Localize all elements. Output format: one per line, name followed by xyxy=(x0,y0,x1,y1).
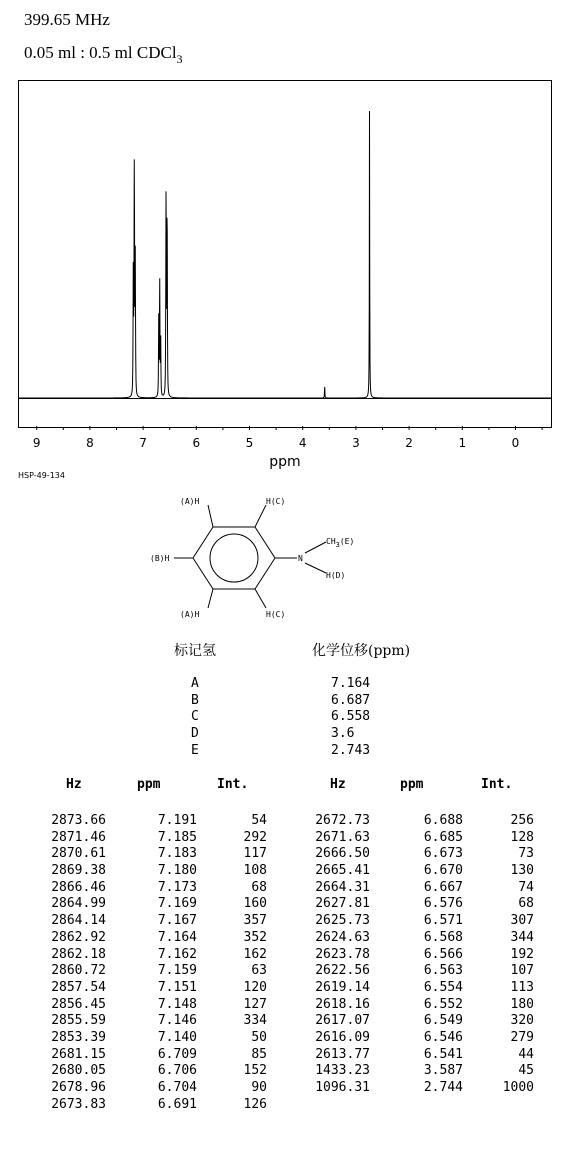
peak-cell-int: 74 xyxy=(518,879,534,895)
assignment-table xyxy=(0,676,570,759)
peak-row xyxy=(0,1063,570,1080)
assignment-header-shift: 化学位移(ppm) xyxy=(312,643,411,659)
peak-cell-hz: 2873.66 xyxy=(51,813,106,828)
assignment-row xyxy=(0,726,570,743)
peak-cell-hz: 2672.73 xyxy=(315,813,370,828)
label-ha-bot: (A)H xyxy=(180,610,200,619)
peak-header-ppm-2: ppm xyxy=(400,777,424,792)
peak-cell-int: 45 xyxy=(518,1063,534,1079)
peak-cell-hz: 2862.92 xyxy=(51,929,106,945)
peak-cell-ppm: 6.546 xyxy=(423,1029,463,1045)
sample-code: HSP-49-134 xyxy=(18,471,65,480)
peak-cell-hz: 2622.56 xyxy=(315,963,370,979)
peak-cell-ppm: 6.673 xyxy=(423,846,463,862)
bond-hc-bot xyxy=(255,589,266,608)
peak-row xyxy=(0,1080,570,1097)
peak-cell-int: 292 xyxy=(243,829,267,845)
peak-header-int-1: Int. xyxy=(217,777,249,792)
label-hd: H(D) xyxy=(326,571,346,580)
x-tick-label-4: 4 xyxy=(298,436,307,450)
peak-cell-hz: 2864.14 xyxy=(51,913,106,929)
spectrometer-frequency: 399.65 MHz xyxy=(24,10,110,29)
benzene-ring xyxy=(174,505,326,608)
assignment-shift: 3.6 xyxy=(331,726,355,742)
label-n: N xyxy=(298,554,303,563)
x-tick-label-6: 6 xyxy=(192,436,201,450)
peak-cell-int: 68 xyxy=(251,879,267,895)
peak-cell-ppm: 7.151 xyxy=(157,979,197,995)
ch3-subscript: 3 xyxy=(335,541,340,549)
x-axis-label: ppm xyxy=(269,454,301,470)
bond-ch3 xyxy=(305,542,326,553)
peak-cell-ppm: 6.667 xyxy=(423,879,463,895)
bond-ha-bot xyxy=(208,589,213,608)
peak-cell-int: 63 xyxy=(251,963,267,979)
peak-cell-ppm: 7.169 xyxy=(157,896,197,912)
peak-cell-hz: 1433.23 xyxy=(315,1063,370,1079)
peak-cell-hz: 2681.15 xyxy=(51,1046,106,1062)
peak-cell-ppm: 7.159 xyxy=(157,963,197,979)
peak-cell-int: 130 xyxy=(510,863,534,879)
peak-cell-hz: 2870.61 xyxy=(51,846,106,862)
peak-cell-int: 113 xyxy=(510,979,534,995)
peak-table xyxy=(0,813,570,1113)
peak-row xyxy=(0,880,570,897)
x-tick-label-0: 0 xyxy=(511,436,520,450)
peak-cell-ppm: 7.162 xyxy=(157,946,197,962)
peak-cell-hz: 2665.41 xyxy=(315,863,370,879)
assignment-label: D xyxy=(191,726,199,742)
peak-cell-ppm: 7.183 xyxy=(157,846,197,862)
peak-row xyxy=(0,863,570,880)
peak-cell-int: 352 xyxy=(243,929,267,945)
assignment-row xyxy=(0,676,570,693)
x-tick-label-2: 2 xyxy=(405,436,413,450)
ch3-tag: (E) xyxy=(339,537,355,546)
peak-cell-int: 126 xyxy=(243,1096,267,1112)
peak-header-ppm-1: ppm xyxy=(137,777,161,792)
assignment-shift: 2.743 xyxy=(331,742,371,758)
peak-row xyxy=(0,963,570,980)
peak-cell-int: 192 xyxy=(510,946,534,962)
peak-cell-ppm: 6.549 xyxy=(423,1013,463,1029)
peak-cell-ppm: 7.140 xyxy=(157,1029,197,1045)
peak-cell-int: 256 xyxy=(510,813,534,828)
peak-cell-hz: 1096.31 xyxy=(315,1080,370,1095)
peak-cell-ppm: 6.706 xyxy=(157,1063,197,1079)
label-hb: (B)H xyxy=(150,554,170,563)
peak-cell-ppm: 6.670 xyxy=(423,863,463,879)
assignment-shift: 6.687 xyxy=(331,692,371,708)
ch3-text: CH xyxy=(326,537,336,546)
peak-cell-hz: 2673.83 xyxy=(51,1096,106,1112)
peak-cell-hz: 2623.78 xyxy=(315,946,370,962)
peak-cell-int: 73 xyxy=(518,846,534,862)
peak-cell-ppm: 7.148 xyxy=(157,996,197,1012)
peak-header-int-2: Int. xyxy=(481,777,513,792)
peak-cell-ppm: 6.563 xyxy=(423,963,463,979)
peak-cell-ppm: 6.691 xyxy=(157,1096,197,1112)
assignment-row xyxy=(0,693,570,710)
peak-cell-int: 128 xyxy=(510,829,534,845)
peak-cell-int: 68 xyxy=(518,896,534,912)
peak-cell-int: 1000 xyxy=(502,1080,534,1095)
peak-cell-ppm: 7.173 xyxy=(157,879,197,895)
assignment-shift: 6.558 xyxy=(331,709,371,725)
x-tick-label-9: 9 xyxy=(32,436,41,450)
x-tick-label-3: 3 xyxy=(352,436,360,450)
peak-header-hz-2: Hz xyxy=(330,777,346,792)
peak-cell-ppm: 6.688 xyxy=(423,813,463,828)
peak-cell-ppm: 6.709 xyxy=(157,1046,197,1062)
peak-cell-int: 334 xyxy=(243,1013,267,1029)
assignment-label: C xyxy=(191,709,199,725)
peak-row xyxy=(0,997,570,1014)
peak-cell-int: 307 xyxy=(510,913,534,929)
peak-cell-int: 279 xyxy=(510,1029,534,1045)
peak-cell-hz: 2860.72 xyxy=(51,963,106,979)
peak-cell-hz: 2616.09 xyxy=(315,1029,370,1045)
solvent-subscript: 3 xyxy=(176,52,183,66)
label-hc-top: H(C) xyxy=(266,497,286,506)
peak-cell-int: 162 xyxy=(243,946,267,962)
peak-row xyxy=(0,980,570,997)
peak-cell-hz: 2864.99 xyxy=(51,896,106,912)
assignment-label: E xyxy=(191,742,199,758)
peak-row xyxy=(0,947,570,964)
peak-cell-hz: 2866.46 xyxy=(51,879,106,895)
peak-cell-ppm: 6.571 xyxy=(423,913,463,929)
peak-cell-int: 44 xyxy=(518,1046,534,1062)
assignment-row xyxy=(0,743,570,760)
solvent-text: 0.05 ml : 0.5 ml CDCl xyxy=(24,43,177,62)
peak-cell-int: 320 xyxy=(510,1013,534,1029)
peak-cell-int: 85 xyxy=(251,1046,267,1062)
peak-cell-int: 180 xyxy=(510,996,534,1012)
ring-hexagon xyxy=(193,527,275,589)
x-tick-label-8: 8 xyxy=(86,436,94,450)
peak-row xyxy=(0,913,570,930)
peak-cell-ppm: 6.554 xyxy=(423,979,463,995)
bond-hc-top xyxy=(255,505,266,527)
peak-cell-hz: 2627.81 xyxy=(315,896,370,912)
label-ch3 xyxy=(326,537,354,549)
peak-cell-hz: 2666.50 xyxy=(315,846,370,862)
peak-cell-hz: 2613.77 xyxy=(315,1046,370,1062)
peak-cell-int: 160 xyxy=(243,896,267,912)
peak-header-hz-1: Hz xyxy=(66,777,82,792)
peak-cell-ppm: 6.541 xyxy=(423,1046,463,1062)
peak-cell-hz: 2862.18 xyxy=(51,946,106,962)
assignment-row xyxy=(0,709,570,726)
peak-cell-hz: 2869.38 xyxy=(51,863,106,879)
label-hc-bot: H(C) xyxy=(266,610,286,619)
peak-cell-int: 50 xyxy=(251,1029,267,1045)
assignment-label: A xyxy=(191,676,199,691)
peak-cell-hz: 2855.59 xyxy=(51,1013,106,1029)
peak-cell-hz: 2625.73 xyxy=(315,913,370,929)
peak-row xyxy=(0,830,570,847)
peak-cell-int: 108 xyxy=(243,863,267,879)
peak-cell-int: 127 xyxy=(243,996,267,1012)
peak-cell-int: 90 xyxy=(251,1080,267,1095)
peak-cell-hz: 2857.54 xyxy=(51,979,106,995)
x-tick-label-7: 7 xyxy=(139,436,147,450)
peak-row xyxy=(0,1030,570,1047)
peak-cell-int: 357 xyxy=(243,913,267,929)
label-ha-top: (A)H xyxy=(180,497,200,506)
bond-ha-top xyxy=(208,505,213,527)
peak-row xyxy=(0,846,570,863)
peak-cell-ppm: 6.568 xyxy=(423,929,463,945)
peak-row xyxy=(0,1013,570,1030)
peak-cell-hz: 2853.39 xyxy=(51,1029,106,1045)
aromatic-circle xyxy=(210,534,258,582)
peak-row xyxy=(0,896,570,913)
peak-cell-ppm: 6.576 xyxy=(423,896,463,912)
peak-cell-ppm: 3.587 xyxy=(423,1063,463,1079)
peak-cell-ppm: 6.566 xyxy=(423,946,463,962)
peak-row xyxy=(0,1097,570,1114)
peak-cell-ppm: 6.685 xyxy=(423,829,463,845)
peak-cell-hz: 2856.45 xyxy=(51,996,106,1012)
peak-cell-hz: 2678.96 xyxy=(51,1080,106,1095)
peak-cell-int: 117 xyxy=(243,846,267,862)
peak-cell-ppm: 7.167 xyxy=(157,913,197,929)
peak-cell-hz: 2617.07 xyxy=(315,1013,370,1029)
peak-cell-ppm: 6.704 xyxy=(157,1080,197,1095)
peak-cell-int: 107 xyxy=(510,963,534,979)
peak-row xyxy=(0,930,570,947)
peak-cell-ppm: 7.146 xyxy=(157,1013,197,1029)
peak-cell-hz: 2671.63 xyxy=(315,829,370,845)
assignment-shift: 7.164 xyxy=(331,676,371,691)
peak-cell-int: 120 xyxy=(243,979,267,995)
peak-cell-int: 152 xyxy=(243,1063,267,1079)
peak-cell-int: 54 xyxy=(251,813,267,828)
assignment-header-label: 标记氢 xyxy=(174,643,216,659)
bond-hd xyxy=(305,563,326,573)
peak-cell-hz: 2680.05 xyxy=(51,1063,106,1079)
assignment-label: B xyxy=(191,692,199,708)
peak-cell-ppm: 7.191 xyxy=(157,813,197,828)
peak-row xyxy=(0,1047,570,1064)
peak-cell-ppm: 6.552 xyxy=(423,996,463,1012)
peak-cell-ppm: 7.185 xyxy=(157,829,197,845)
peak-cell-hz: 2619.14 xyxy=(315,979,370,995)
peak-cell-hz: 2618.16 xyxy=(315,996,370,1012)
x-tick-label-1: 1 xyxy=(458,436,467,450)
x-tick-label-5: 5 xyxy=(245,436,254,450)
peak-cell-ppm: 2.744 xyxy=(423,1080,463,1095)
peak-cell-int: 344 xyxy=(510,929,534,945)
peak-cell-hz: 2624.63 xyxy=(315,929,370,945)
peak-cell-ppm: 7.164 xyxy=(157,929,197,945)
peak-cell-ppm: 7.180 xyxy=(157,863,197,879)
peak-cell-hz: 2871.46 xyxy=(51,829,106,845)
peak-row xyxy=(0,813,570,830)
peak-cell-hz: 2664.31 xyxy=(315,879,370,895)
